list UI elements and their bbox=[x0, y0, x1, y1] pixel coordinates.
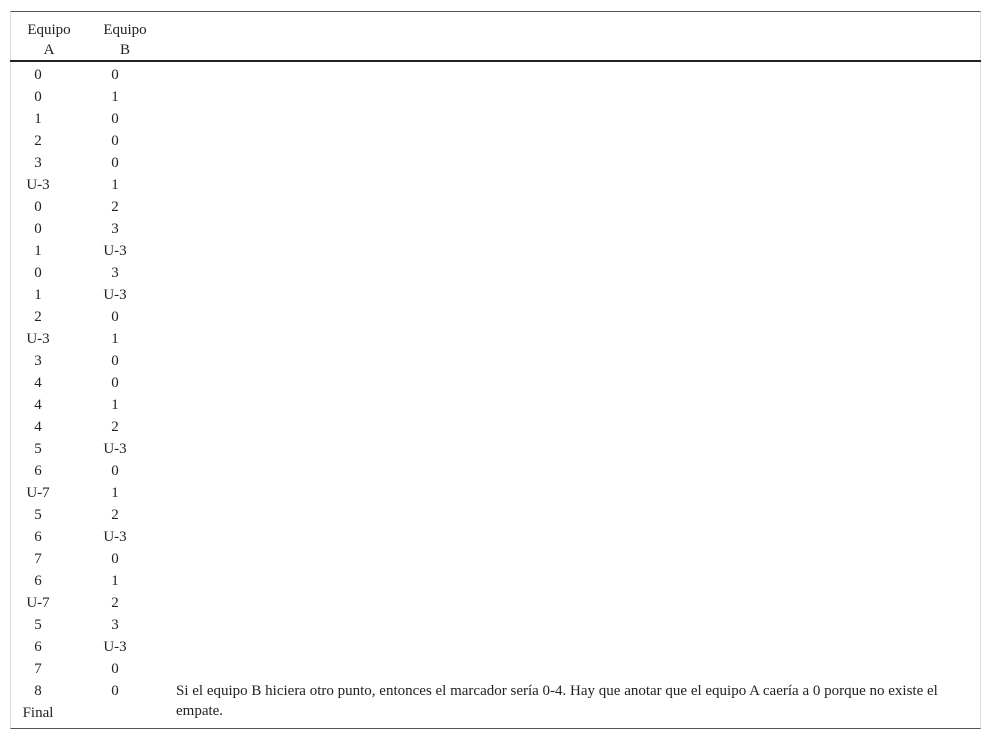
cell-equipo-a: 8 bbox=[34, 683, 42, 699]
table-row bbox=[0, 592, 992, 614]
cell-equipo-b: 0 bbox=[111, 111, 119, 127]
cell-equipo-b: 2 bbox=[111, 419, 119, 435]
cell-equipo-a: 2 bbox=[34, 133, 42, 149]
cell-equipo-a: 4 bbox=[34, 419, 42, 435]
cell-equipo-a: U-3 bbox=[26, 177, 50, 193]
header-equipo-b-line2: B bbox=[119, 42, 130, 58]
cell-equipo-a: 1 bbox=[34, 243, 42, 259]
cell-equipo-a: 1 bbox=[34, 111, 42, 127]
table-row bbox=[0, 218, 992, 240]
table-row bbox=[0, 372, 992, 394]
cell-equipo-a: 4 bbox=[34, 375, 42, 391]
cell-equipo-b: 2 bbox=[111, 507, 119, 523]
cell-equipo-a: U-7 bbox=[26, 595, 50, 611]
table-row bbox=[0, 658, 992, 680]
cell-equipo-a: 6 bbox=[34, 573, 42, 589]
cell-equipo-a: 4 bbox=[34, 397, 42, 413]
cell-equipo-b: U-3 bbox=[103, 243, 127, 259]
table-row bbox=[0, 438, 992, 460]
cell-equipo-b: 0 bbox=[111, 375, 119, 391]
table-row bbox=[0, 350, 992, 372]
cell-equipo-a: 0 bbox=[34, 199, 42, 215]
table-row bbox=[0, 394, 992, 416]
cell-equipo-a: 5 bbox=[34, 617, 42, 633]
table-body bbox=[0, 64, 992, 724]
cell-equipo-a: 3 bbox=[34, 353, 42, 369]
cell-equipo-b: U-3 bbox=[103, 529, 127, 545]
table-row bbox=[0, 306, 992, 328]
table-row bbox=[0, 460, 992, 482]
table-row bbox=[0, 262, 992, 284]
cell-equipo-b: 0 bbox=[111, 155, 119, 171]
cell-equipo-b: 0 bbox=[111, 661, 119, 677]
header-equipo-a-line1: Equipo bbox=[27, 22, 71, 38]
header-equipo-b bbox=[100, 20, 150, 60]
table-row bbox=[0, 636, 992, 658]
cell-equipo-a: 6 bbox=[34, 529, 42, 545]
cell-equipo-a: 6 bbox=[34, 639, 42, 655]
cell-equipo-b: 0 bbox=[111, 67, 119, 83]
table-row bbox=[0, 174, 992, 196]
cell-equipo-b: 3 bbox=[111, 617, 119, 633]
cell-equipo-a: 7 bbox=[34, 551, 42, 567]
table-row bbox=[0, 240, 992, 262]
table-row bbox=[0, 614, 992, 636]
cell-equipo-a: 1 bbox=[34, 287, 42, 303]
cell-equipo-b: 1 bbox=[111, 177, 119, 193]
table-row bbox=[0, 64, 992, 86]
table-row bbox=[0, 702, 992, 724]
table-row bbox=[0, 416, 992, 438]
cell-equipo-a: U-3 bbox=[26, 331, 50, 347]
cell-equipo-a: 6 bbox=[34, 463, 42, 479]
cell-equipo-b: 0 bbox=[111, 683, 119, 699]
header-equipo-a bbox=[24, 20, 74, 60]
table-row bbox=[0, 504, 992, 526]
cell-equipo-b: 3 bbox=[111, 265, 119, 281]
cell-equipo-b: 0 bbox=[111, 133, 119, 149]
header-equipo-a-line2: A bbox=[43, 42, 55, 58]
cell-equipo-b: 0 bbox=[111, 353, 119, 369]
table-row bbox=[0, 548, 992, 570]
cell-equipo-b: 0 bbox=[111, 463, 119, 479]
cell-equipo-a: 5 bbox=[34, 507, 42, 523]
cell-equipo-b: 1 bbox=[111, 485, 119, 501]
cell-equipo-b: 1 bbox=[111, 573, 119, 589]
table-row bbox=[0, 570, 992, 592]
cell-equipo-b: 3 bbox=[111, 221, 119, 237]
table-row bbox=[0, 284, 992, 306]
cell-equipo-b: U-3 bbox=[103, 287, 127, 303]
cell-equipo-a: 7 bbox=[34, 661, 42, 677]
table-row bbox=[0, 130, 992, 152]
cell-equipo-a: U-7 bbox=[26, 485, 50, 501]
table-row bbox=[0, 108, 992, 130]
cell-equipo-b: 1 bbox=[111, 89, 119, 105]
cell-equipo-a: 3 bbox=[34, 155, 42, 171]
table-header bbox=[10, 12, 981, 62]
cell-equipo-b: 0 bbox=[111, 309, 119, 325]
cell-equipo-b: 1 bbox=[111, 331, 119, 347]
cell-equipo-a: 2 bbox=[34, 309, 42, 325]
cell-equipo-b: 2 bbox=[111, 595, 119, 611]
table-row bbox=[0, 196, 992, 218]
cell-equipo-a: Final bbox=[22, 705, 54, 721]
cell-equipo-a: 0 bbox=[34, 221, 42, 237]
table-row bbox=[0, 86, 992, 108]
cell-equipo-b: 0 bbox=[111, 551, 119, 567]
row-note: Si el equipo B hiciera otro punto, entonces el marcador sería 0-4. Hay que anotar que el equipo A caería a 0 porque no existe el empate. bbox=[176, 683, 938, 719]
header-equipo-b-line1: Equipo bbox=[103, 22, 147, 38]
cell-equipo-a: 5 bbox=[34, 441, 42, 457]
cell-equipo-a: 0 bbox=[34, 265, 42, 281]
table-row bbox=[0, 526, 992, 548]
cell-equipo-a: 0 bbox=[34, 89, 42, 105]
cell-equipo-b: 1 bbox=[111, 397, 119, 413]
cell-equipo-b: 2 bbox=[111, 199, 119, 215]
cell-equipo-b: U-3 bbox=[103, 639, 127, 655]
table-row bbox=[0, 152, 992, 174]
table-row bbox=[0, 328, 992, 350]
cell-equipo-a: 0 bbox=[34, 67, 42, 83]
cell-equipo-b: U-3 bbox=[103, 441, 127, 457]
table-row bbox=[0, 482, 992, 504]
